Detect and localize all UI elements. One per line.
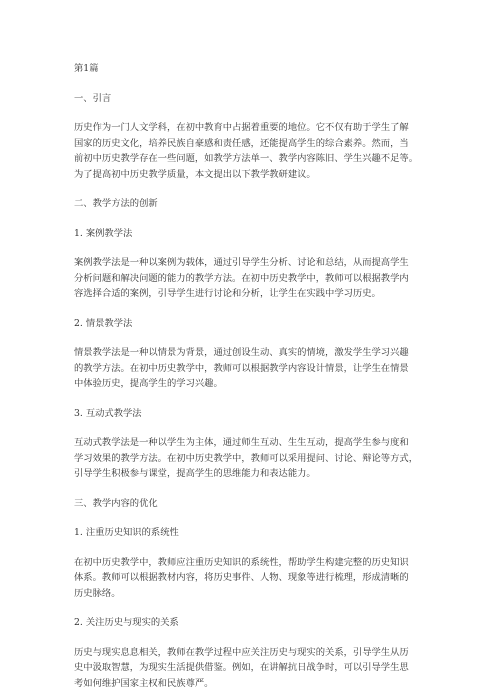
history-reality-paragraph (74, 645, 428, 691)
paragraph-line: 学习效果的教学方法。在初中历史教学中，教师可以采用提问、讨论、辩论等方式， (74, 451, 428, 467)
subheading-scenario-method: 2. 情景教学法 (74, 316, 428, 332)
paragraph-line: 互动式教学法是一种以学生为主体，通过师生互动、生生互动，提高学生参与度和 (74, 435, 428, 451)
paragraph-line: 历史与现实息息相关，教师在教学过程中应关注历史与现实的关系，引导学生从历 (74, 645, 428, 661)
scenario-method-paragraph (74, 345, 428, 392)
paragraph-line: 体系。教师可以根据教材内容，将历史事件、人物、现象等进行梳理，形成清晰的 (74, 570, 428, 586)
paragraph-line: 为了提高初中历史教学质量，本文提出以下教学教研建议。 (74, 167, 428, 183)
paragraph-line: 历史作为一门人文学科，在初中教育中占据着重要的地位。它不仅有助于学生了解 (74, 120, 428, 136)
paragraph-line: 引导学生积极参与课堂，提高学生的思维能力和表达能力。 (74, 466, 428, 482)
paragraph-line: 的教学方法。在初中历史教学中，教师可以根据教学内容设计情景，让学生在情景 (74, 361, 428, 377)
paragraph-line: 案例教学法是一种以案例为载体，通过引导学生分析、讨论和总结，从而提高学生 (74, 255, 428, 271)
systematic-knowledge-paragraph (74, 555, 428, 602)
paragraph-line: 容选择合适的案例，引导学生进行讨论和分析，让学生在实践中学习历史。 (74, 286, 428, 302)
paragraph-line: 分析问题和解决问题的能力的教学方法。在初中历史教学中，教师可以根据教学内 (74, 271, 428, 287)
subheading-interactive-method: 3. 互动式教学法 (74, 406, 428, 422)
part-label: 第1篇 (74, 61, 428, 77)
paragraph-line: 情景教学法是一种以情景为背景，通过创设生动、真实的情境，激发学生学习兴趣 (74, 345, 428, 361)
paragraph-line: 中体验历史，提高学生的学习兴趣。 (74, 376, 428, 392)
subheading-case-method: 1. 案例教学法 (74, 226, 428, 242)
subheading-history-reality: 2. 关注历史与现实的关系 (74, 615, 428, 631)
case-method-paragraph (74, 255, 428, 302)
paragraph-line: 在初中历史教学中，教师应注重历史知识的系统性，帮助学生构建完整的历史知识 (74, 555, 428, 571)
intro-paragraph (74, 120, 428, 182)
section-heading-content: 三、教学内容的优化 (74, 496, 428, 512)
paragraph-line: 历史脉络。 (74, 586, 428, 602)
paragraph-line: 史中汲取智慧，为现实生活提供借鉴。例如，在讲解抗日战争时，可以引导学生思 (74, 660, 428, 676)
paragraph-line: 考如何维护国家主权和民族尊严。 (74, 676, 428, 691)
section-heading-intro: 一、引言 (74, 91, 428, 107)
paragraph-line: 前初中历史教学存在一些问题，如教学方法单一、教学内容陈旧、学生兴趣不足等。 (74, 151, 428, 167)
section-heading-methods: 二、教学方法的创新 (74, 196, 428, 212)
interactive-method-paragraph (74, 435, 428, 482)
subheading-systematic-knowledge: 1. 注重历史知识的系统性 (74, 525, 428, 541)
paragraph-line: 国家的历史文化，培养民族自豪感和责任感，还能提高学生的综合素养。然而，当 (74, 136, 428, 152)
